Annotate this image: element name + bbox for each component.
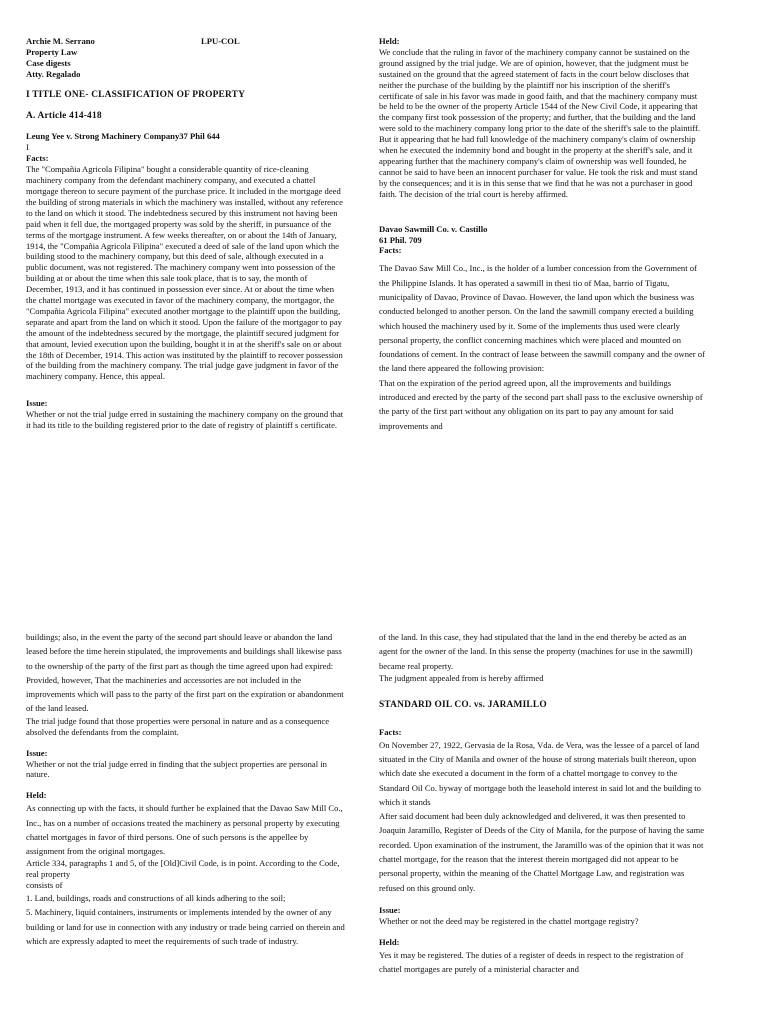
lease-provision-continued: buildings; also, in the event the party of the second part should leave or abandon the land leased before the time herein stipulated, the improvements and buildings shall likewise pass to the ownership of the party of the first part as though the time agreed upon had expired: Provided, however, That the machineries and accessories are not included in the improvements which will pass to the party of the first part on the expiration or abandonment of the land leased. (26, 632, 344, 714)
case-citation: 61 Phil. 709 (379, 234, 422, 245)
facts-text: The "Compañia Agricola Filipina" bought a considerable quantity of rice-cleaning machinery company from the defendant machinery company, and executed a chattel mortgage thereon to secure payment of the purchase price. It included in the mortgage deed the building of strong materials in which the machinery was installed, without any reference to the land on which it stood. The indebtedness secured by this instrument not having been paid when it fell due, the mortgaged property was sold by the sheriff, in pursuance of the terms of the mortgage instrument. A few weeks thereafter, on or about the 14th of January, 1914, the "Compañia Agricola Filipina" executed a deed of sale of the land upon which the building stood to the machinery company, but this deed of sale, although executed in a public document, was not registered. The machinery company went into possession of the building at or about the time when this sale took place, that is to say, the month of December, 1913, and it has continued in possession ever since. At or about the time when the chattel mortgage was executed in favor of the machinery company, the mortgagor, the "Compañia Agricola Filipina" executed another mortgage to the plaintiff upon the building, separate and apart from the land on which it stood. Upon the failure of the mortgagor to pay the amount of the indebtedness secured by the mortgage, the plaintiff secured judgment for that amount, levied execution upon the building, bought it in at the sheriff's sale on or about the 18th of December, 1914. This action was instituted by the plaintiff to recover possession of the building from the machinery company. The trial judge gave judgment in favor of the machinery company. Hence, this appeal. (26, 164, 343, 382)
issue-label: Issue: (26, 747, 48, 758)
trial-finding: The trial judge found that those properties were personal in nature and as a consequence absolved the defendants from the complaint. (26, 715, 330, 737)
case-title: STANDARD OIL CO. vs. JARAMILLO (379, 699, 547, 710)
issue-text: Whether or not the trial judge erred in finding that the subject properties are personal in nature. (26, 758, 327, 780)
held-text: Yes it may be registered. The duties of a register of deeds in respect to the registration of chattel mortgages are purely of a ministerial character and (379, 949, 684, 974)
held-label: Held: (379, 36, 400, 46)
code-item-5: 5. Machinery, liquid containers, instruments or implements intended by the owner of any building or land for use in connection with any industry or trade being carried on therein and which are expressly adapted to meet the requirements of such trade of industry. (26, 907, 345, 947)
left-column-page-1 (26, 36, 346, 431)
issue-label: Issue: (379, 904, 401, 915)
header-line (26, 36, 346, 47)
left-column-page-2 (26, 630, 346, 948)
issue-text: Whether or not the deed may be registered in the chattel mortgage registry? (379, 915, 639, 926)
issue-label: Issue: (26, 398, 48, 409)
consists-text: consists of (26, 880, 63, 891)
facts-text: The Davao Saw Mill Co., Inc., is the holder of a lumber concession from the Government of the Philippine Islands. It has operated a sawmill in thesi tio of Maa, barrio of Tigatu, municipality of Davao, Province of Davao. However, the land upon which the business was conducted belonged to another person. On the land the sawmill company erected a building which housed the machinery used by it. Some of the implements thus used were clearly personal property, the conflict concerning machines which were placed and mounted on foundations of cement. In the contract of lease between the sawmill company and the owner of the land there appeared the following provision: (379, 263, 705, 374)
facts-text: On November 27, 1922, Gervasia de la Rosa, Vda. de Vera, was the lessee of a parcel of land situated in the City of Manila and owner of the house of strong materials built thereon, upon which date she executed a document in the form of a chattel mortgage to convey to the Standard Oil Co. byway of mortgage both the leasehold interest in said lot and the building to which it stands (379, 739, 701, 807)
affirmed-text: The judgment appealed from is hereby affirmed (379, 672, 544, 683)
doc-type: Case digests (26, 57, 71, 68)
facts-label: Facts: (379, 726, 402, 737)
instructor: Atty. Regalado (26, 68, 81, 79)
subject: Property Law (26, 46, 78, 57)
article-text: Article 334, paragraphs 1 and 5, of the [Old]Civil Code, is in point. According to the Code, real property (26, 858, 340, 880)
right-column-page-2 (379, 630, 705, 976)
held-text-continued: of the land. In this case, they had stipulated that the land in the end thereby be acted as an agent for the owner of the land. In this sense the property (machines for use in the sawmill) became real property. (379, 632, 693, 671)
section-title: I TITLE ONE- CLASSIFICATION OF PROPERTY (26, 89, 246, 100)
article-heading: A. Article 414-418 (26, 110, 102, 121)
code-item-1: 1. Land, buildings, roads and constructions of all kinds adhering to the soil; (26, 893, 286, 904)
held-label: Held: (379, 936, 400, 947)
document-page-2 (0, 512, 768, 1024)
school-name: LPU-COL (201, 36, 240, 46)
issue-text: Whether or not the trial judge erred in sustaining the machinery company on the ground that it had its title to the building registered prior to the date of registry of plaintiff s certificate. (26, 409, 344, 431)
held-text: We conclude that the ruling in favor of the machinery company cannot be sustained on the ground assigned by the trial judge. We are of opinion, however, that the judgment must be sustained on the ground that the agreed statement of facts in the court below discloses that neither the purchase of the building by the plaintiff nor his inscription of the sheriff's certificate of sale in his favor was made in good faith, and that the machinery company must be held to be the owner of the property Article 1544 of the New Civil Code, it appearing that the company first took possession of the property; and further, that the building and the land were sold to the machinery company long prior to the date of the sheriff's sale to the plaintiff. But it appearing that he had full knowledge of the machinery company's claim of ownership when he executed the indemnity bond and bought in the property at the sheriff's sale, and it appearing further that the machinery company's claim of ownership was well founded, he cannot be said to have been an innocent purchaser for value. He took the risk and must stand by the consequences; and it is in this sense that we find that he was not a purchaser in good faith. The decision of the trial court is hereby affirmed. (379, 46, 701, 199)
case-title: Davao Sawmill Co. v. Castillo (379, 223, 488, 234)
facts-label: Facts: (379, 245, 402, 256)
held-text: As connecting up with the facts, it should further be explained that the Davao Saw Mill Co., Inc., has on a number of occasions treated the machinery as personal property by executing chattel mortgages in favor of third persons. One of such persons is the appellee by assignment from the original mortgages. (26, 803, 343, 857)
right-column-page-1 (379, 36, 705, 433)
case-title: Leung Yee v. Strong Machinery Company37 Phil 644 (26, 131, 220, 142)
facts-label: Facts: (26, 153, 49, 164)
lease-provision-text: That on the expiration of the period agreed upon, all the improvements and buildings introduced and erected by the party of the second part shall pass to the exclusive ownership of the party of the first part without any obligation on its part to pay any amount for said improvements and (379, 377, 703, 431)
held-label: Held: (26, 790, 47, 801)
facts-text-continued: After said document had been duly acknowledged and delivered, it was then presented to Joaquin Jaramillo, Register of Deeds of the City of Manila, for the purpose of having the same recorded. Upon examination of the instrument, the Jaramillo was of the opinion that it was not chattel mortgage, for the reason that the interest therein mortgaged did not appear to be personal property, within the meaning of the Chattel Mortgage Law, and registration was refused on this ground only. (379, 811, 705, 893)
author-name: Archie M. Serrano (26, 36, 95, 46)
roman-numeral: I (26, 142, 29, 153)
